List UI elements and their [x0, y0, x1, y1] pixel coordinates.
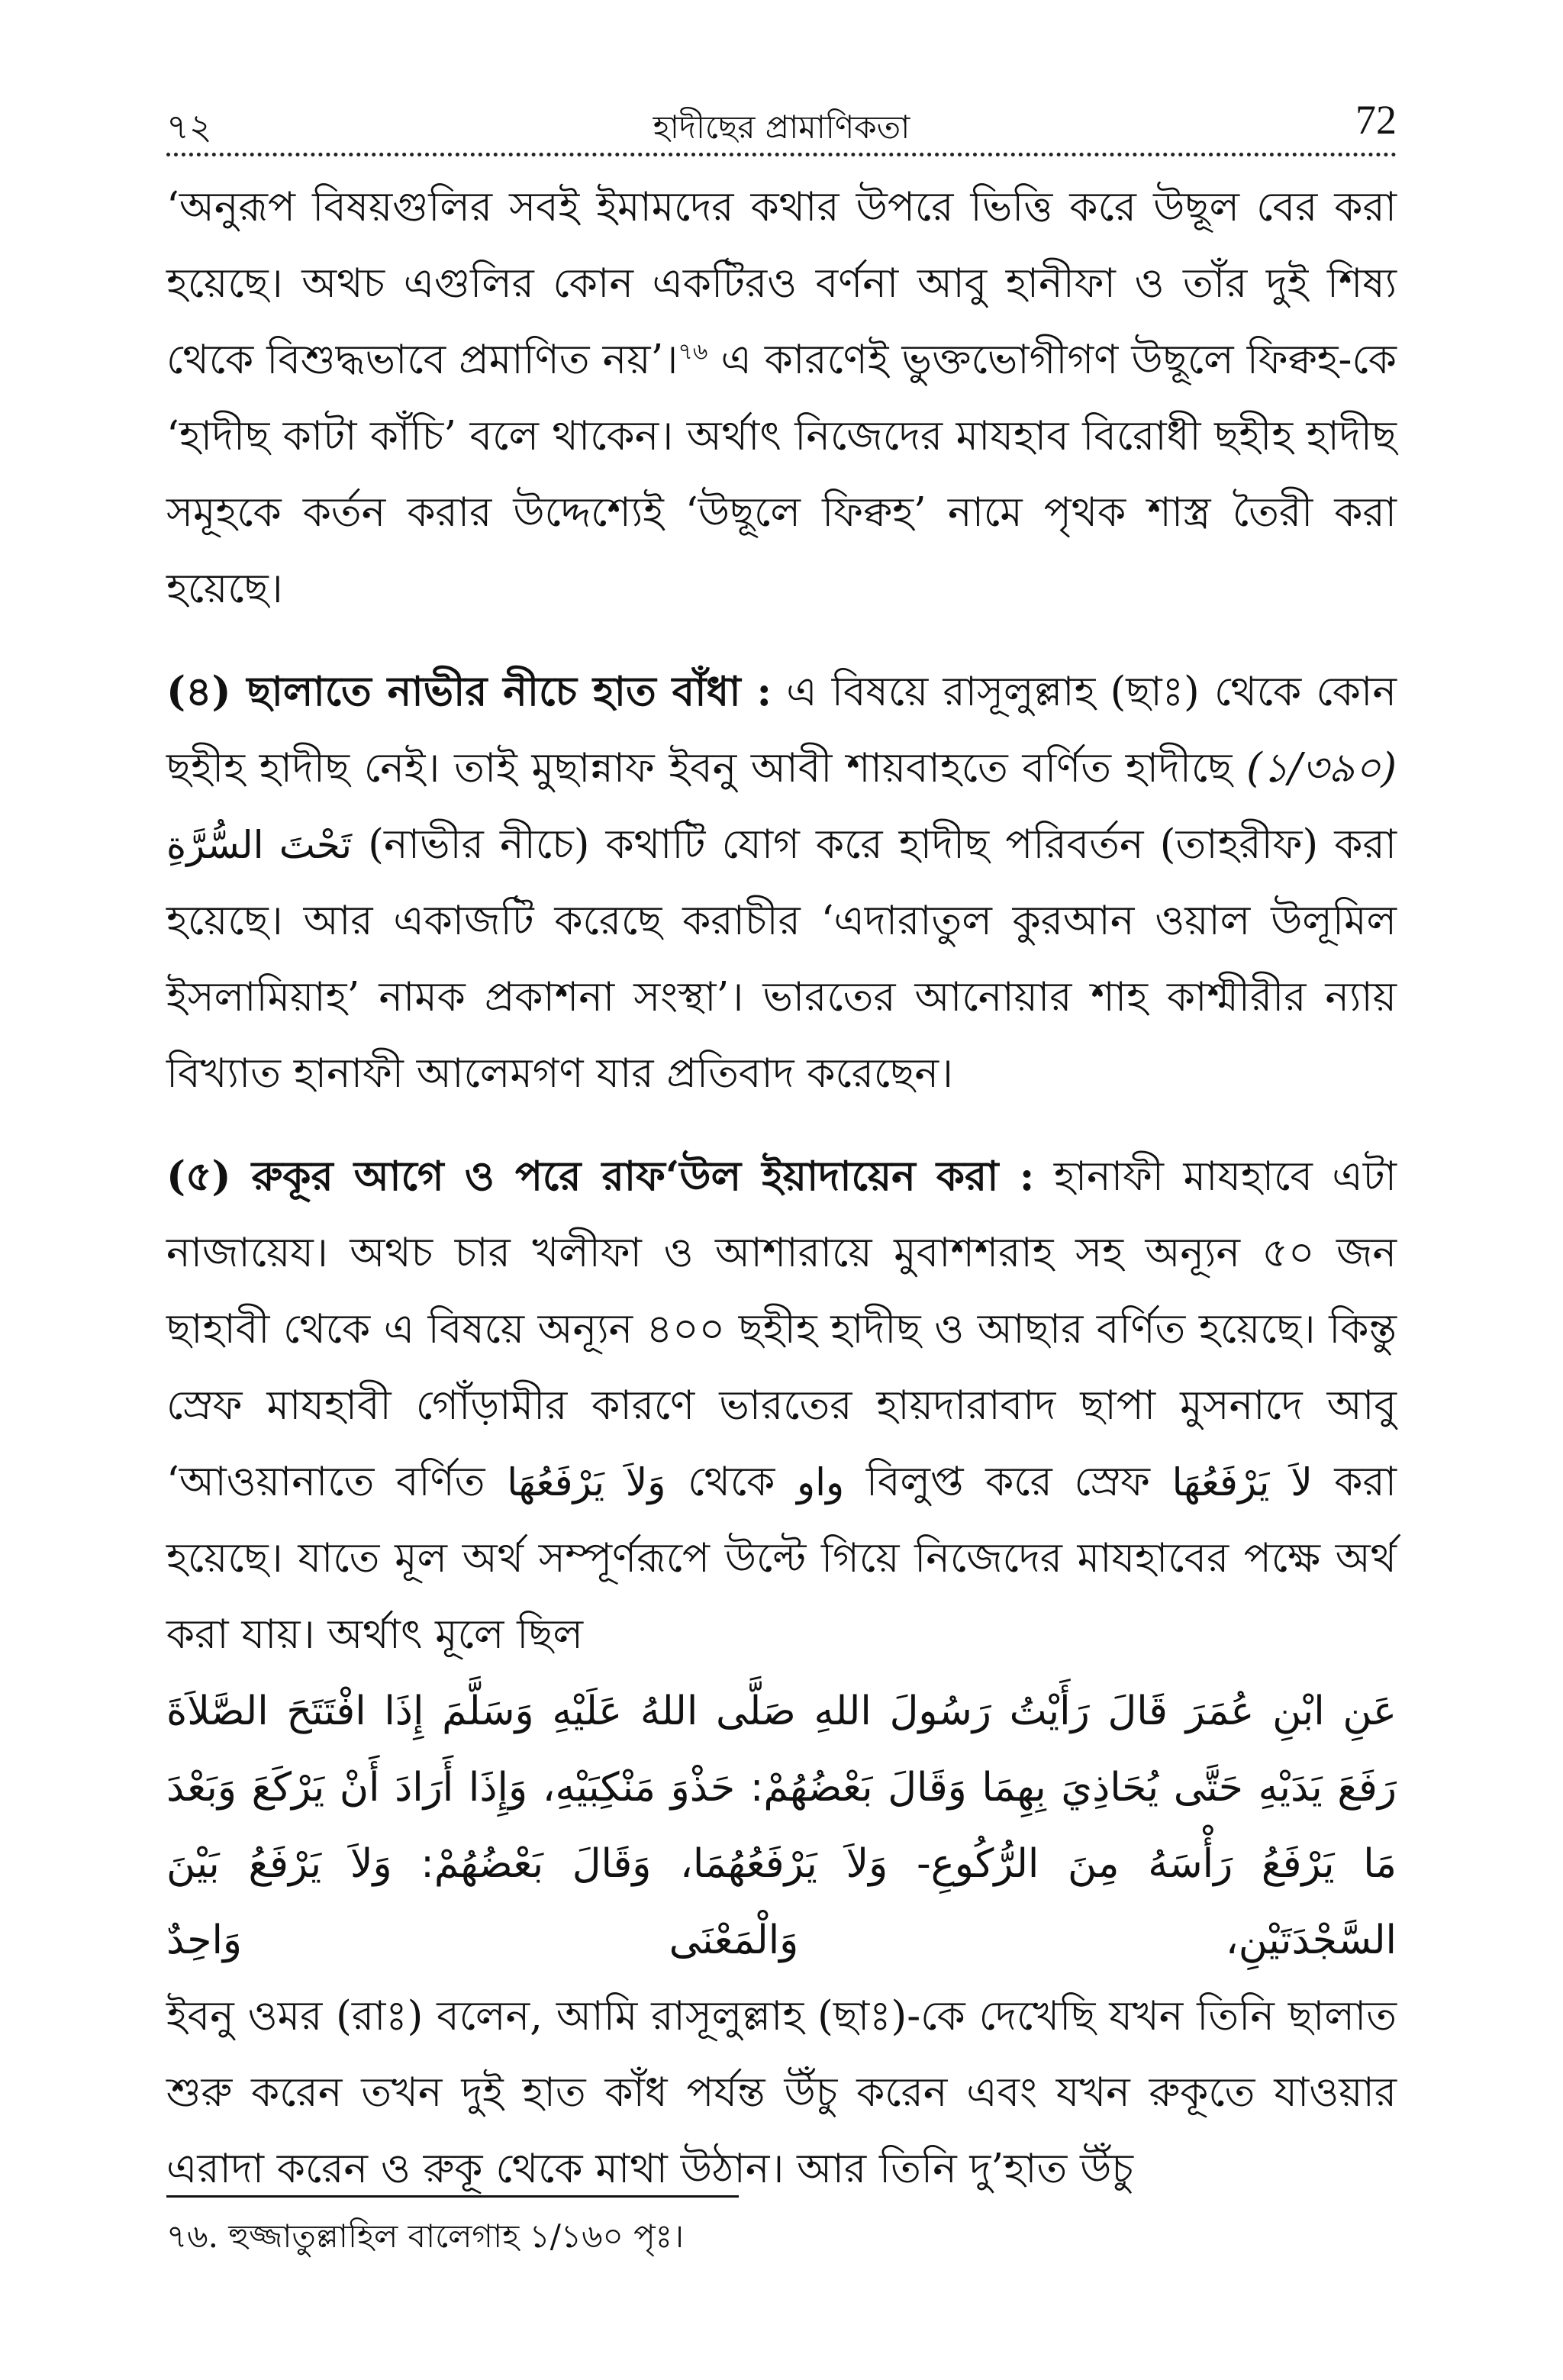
section-5-text-c: বিলুপ্ত করে স্রেফ	[844, 1459, 1172, 1505]
page-number-english: 72	[1355, 97, 1397, 143]
footnote-rule	[166, 2195, 739, 2198]
arabic-wala-yarfauha: وَلاَ يَرْفَعُهَا	[507, 1460, 666, 1504]
para1-text-b: এ কারণেই ভুক্তভোগীগণ উছূলে ফিক্বহ-কে ‘হাদীছ কাটা কাঁচি’ বলে থাকেন। অর্থাৎ নিজেদের মাযহাব বিরোধী ছহীহ হাদীছ সমূহকে কর্তন করার উদ্দেশ্যেই ‘উছূলে ফিক্বহ’ নামে পৃথক শাস্ত্র তৈরী করা হয়েছে।	[166, 337, 1397, 612]
paragraph-intro	[166, 169, 1397, 627]
section-4-reference: (১/৩৯০)	[1246, 745, 1397, 792]
section-5-heading: (৫) রুকূর আগে ও পরে রাফ‘উল ইয়াদায়েন করা :	[166, 1153, 1035, 1200]
section-5-text-b: থেকে	[665, 1459, 797, 1505]
section-5-text-a: হানাফী মাযহাবে এটা নাজায়েয। অথচ চার খলীফা ও আশারায়ে মুবাশশরাহ সহ অন্যূন ৫০ জন ছাহাবী থেকে এ বিষয়ে অন্যূন ৪০০ ছহীহ হাদীছ ও আছার বর্ণিত হয়েছে। কিন্তু স্রেফ মাযহাবী গোঁড়ামীর কারণে ভারতের হায়দারাবাদ ছাপা মুসনাদে আবু ‘আওয়ানাতে বর্ণিত	[166, 1153, 1397, 1505]
para1-text-a: ‘অনুরূপ বিষয়গুলির সবই ইমামদের কথার উপরে ভিত্তি করে উছূল বের করা হয়েছে। অথচ এগুলির কোন একটিরও বর্ণনা আবু হানীফা ও তাঁর দুই শিষ্য থেকে বিশুদ্ধভাবে প্রমাণিত নয়’।	[166, 184, 1397, 383]
arabic-waw: واو	[796, 1460, 845, 1504]
page-number-bengali: ৭২	[166, 106, 212, 147]
arabic-phrase-tahtas-surrah: تَحْتَ السُّرَّةِ	[166, 823, 353, 867]
header-dotted-rule	[166, 153, 1397, 156]
paragraph-section-4	[166, 653, 1397, 1112]
section-4-heading: (৪) ছালাতে নাভীর নীচে হাত বাঁধা :	[166, 668, 772, 715]
arabic-hadith-quote: عَنِ ابْنِ عُمَرَ قَالَ رَأَيْتُ رَسُولَ اللهِ صَلَّى اللهُ عَلَيْهِ وَسَلَّمَ إِذَا افْتَتَحَ الصَّلاَةَ رَفَعَ يَدَيْهِ حَتَّى يُحَاذِيَ بِهِمَا وَقَالَ بَعْضُهُمْ: حَذْوَ مَنْكِبَيْهِ، وَإِذَا أَرَادَ أَنْ يَرْكَعَ وَبَعْدَ مَا يَرْفَعُ رَأْسَهُ مِنَ الرُّكُوعِ- وَلاَ يَرْفَعُهُمَا، وَقَالَ بَعْضُهُمْ: وَلاَ يَرْفَعُ بَيْنَ السَّجْدَتَيْنِ، وَالْمَعْنَى وَاحِدٌ	[166, 1688, 1397, 1963]
arabic-la-yarfauha: لاَ يَرْفَعُهَا	[1171, 1460, 1313, 1504]
section-5-text-e: ইবনু ওমর (রাঃ) বলেন, আমি রাসূলুল্লাহ (ছাঃ)-কে দেখেছি যখন তিনি ছালাত শুরু করেন তখন দুই হাত কাঁধ পর্যন্ত উঁচু করেন এবং যখন রুকূতে যাওয়ার এরাদা করেন ও রুকূ থেকে মাথা উঠান। আর তিনি দু’হাত উঁচু	[166, 1993, 1397, 2192]
section-4-text-b: (নাভীর নীচে) কথাটি যোগ করে হাদীছ পরিবর্তন (তাহরীফ) করা হয়েছে। আর একাজটি করেছে করাচীর ‘এদারাতুল কুরআন ওয়াল উলূমিল ইসলামিয়াহ’ নামক প্রকাশনা সংস্থা’। ভারতের আনোয়ার শাহ কাশ্মীরীর ন্যায় বিখ্যাত হানাফী আলেমগণ যার প্রতিবাদ করেছেন।	[166, 821, 1397, 1097]
main-body	[166, 169, 1397, 2207]
page-header	[166, 90, 1397, 156]
section-4-text-a: এ বিষয়ে রাসূলুল্লাহ (ছাঃ) থেকে কোন ছহীহ হাদীছ নেই। তাই মুছান্নাফ ইবনু আবী শায়বাহতে বর্ণিত হাদীছে	[166, 669, 1397, 792]
section-5-text-d: করা হয়েছে। যাতে মূল অর্থ সম্পূর্ণরূপে উল্টে গিয়ে নিজেদের মাযহাবের পক্ষে অর্থ করা যায়। অর্থাৎ মূলে ছিল	[166, 1459, 1397, 1658]
footnote-76: ৭৬. হুজ্জাতুল্লাহিল বালেগাহ ১/১৬০ পৃঃ।	[166, 2217, 685, 2255]
running-title: হাদীছের প্রামাণিকতা	[653, 108, 910, 146]
footnote-reference[interactable]: ৭৬	[678, 338, 708, 366]
paragraph-section-5	[166, 1138, 1397, 2207]
